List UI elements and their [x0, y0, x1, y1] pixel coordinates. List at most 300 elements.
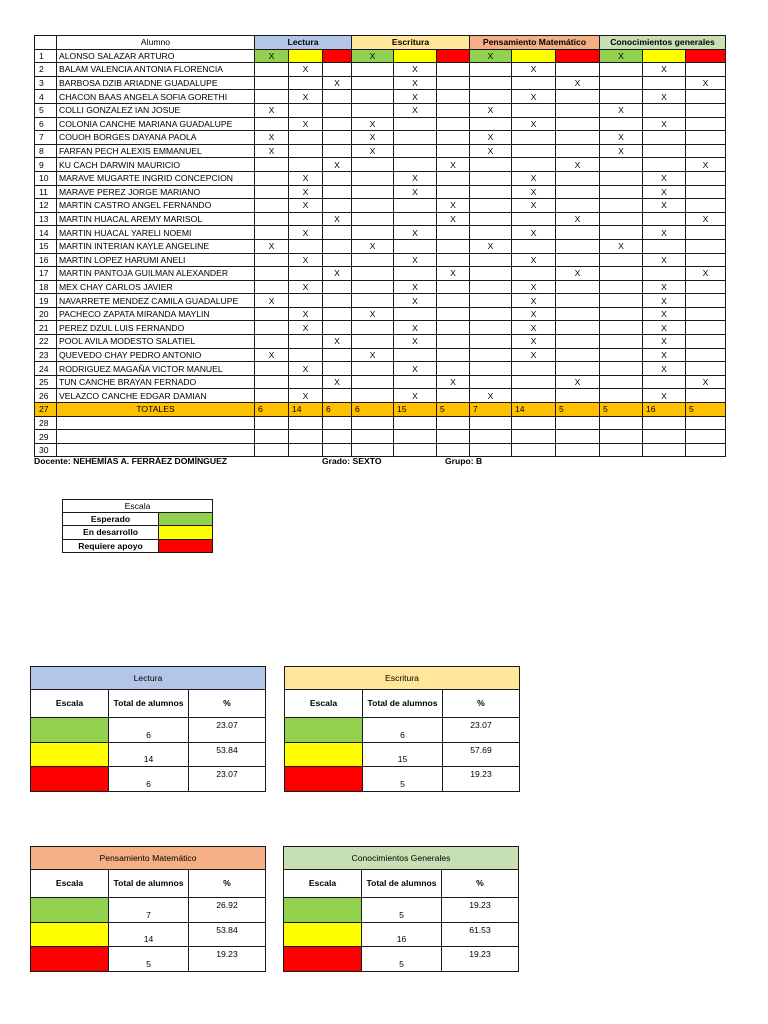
mark-cell [394, 131, 437, 145]
summary-row [285, 767, 520, 792]
mark-cell [437, 335, 470, 349]
mark-cell: X [289, 185, 323, 199]
level-swatch [31, 922, 109, 947]
summary-title-row [285, 667, 520, 690]
total-value: 6 [323, 403, 352, 417]
grupo-label: Grupo: B [445, 456, 483, 466]
summary-total: 16 [362, 922, 442, 947]
mark-cell [512, 158, 556, 172]
mark-cell [394, 239, 437, 253]
mark-cell: X [686, 375, 726, 389]
mark-cell [323, 49, 352, 63]
mark-cell [323, 117, 352, 131]
mark-cell [255, 76, 289, 90]
mark-cell: X [470, 131, 512, 145]
mark-cell [323, 144, 352, 158]
mark-cell [255, 280, 289, 294]
row-number: 24 [35, 362, 57, 376]
mark-cell [255, 185, 289, 199]
mark-cell [643, 375, 686, 389]
mark-cell: X [323, 158, 352, 172]
mark-cell [289, 348, 323, 362]
student-row [35, 335, 726, 349]
summary-table-conocimientos-generales [283, 846, 519, 972]
summary-title-row [31, 667, 266, 690]
row-number: 2 [35, 63, 57, 77]
mark-cell [643, 158, 686, 172]
mark-cell [643, 103, 686, 117]
mark-cell: X [470, 49, 512, 63]
student-name: FARFAN PECH ALEXIS EMMANUEL [57, 144, 255, 158]
mark-cell [352, 76, 394, 90]
mark-cell: X [643, 253, 686, 267]
mark-cell: X [323, 212, 352, 226]
row-number: 7 [35, 131, 57, 145]
mark-cell [512, 362, 556, 376]
row-number: 22 [35, 335, 57, 349]
mark-cell [686, 348, 726, 362]
summary-total: 6 [109, 718, 189, 743]
mark-cell [352, 280, 394, 294]
empty-cell [600, 443, 643, 457]
mark-cell [556, 253, 600, 267]
mark-cell [289, 49, 323, 63]
mark-cell: X [686, 76, 726, 90]
mark-cell [323, 185, 352, 199]
mark-cell [437, 63, 470, 77]
row-number: 15 [35, 239, 57, 253]
empty-cell [394, 443, 437, 457]
student-row [35, 307, 726, 321]
mark-cell [643, 239, 686, 253]
mark-cell: X [394, 294, 437, 308]
mark-cell [437, 321, 470, 335]
mark-cell [600, 389, 643, 403]
mark-cell [686, 389, 726, 403]
mark-cell: X [289, 307, 323, 321]
mark-cell [556, 280, 600, 294]
mark-cell [255, 158, 289, 172]
mark-cell: X [643, 117, 686, 131]
mark-cell: X [289, 199, 323, 213]
mark-cell: X [600, 239, 643, 253]
mark-cell [686, 49, 726, 63]
mark-cell [643, 49, 686, 63]
mark-cell [600, 348, 643, 362]
student-row [35, 117, 726, 131]
mark-cell: X [394, 63, 437, 77]
mark-cell: X [686, 158, 726, 172]
mark-cell: X [643, 90, 686, 104]
evaluation-table [34, 35, 726, 457]
mark-cell [686, 199, 726, 213]
total-value: 6 [352, 403, 394, 417]
mark-cell [323, 226, 352, 240]
mark-cell [255, 171, 289, 185]
mark-cell [437, 253, 470, 267]
row-number: 9 [35, 158, 57, 172]
mark-cell [437, 348, 470, 362]
empty-cell [352, 443, 394, 457]
col-header-escala: Escala [31, 690, 109, 718]
level-swatch [31, 947, 109, 972]
student-row [35, 212, 726, 226]
mark-cell [255, 90, 289, 104]
total-value: 15 [394, 403, 437, 417]
mark-cell: X [643, 348, 686, 362]
empty-cell [470, 430, 512, 444]
mark-cell [394, 158, 437, 172]
mark-cell [255, 307, 289, 321]
mark-cell [512, 49, 556, 63]
summary-total: 5 [363, 767, 443, 792]
col-header-total: Total de alumnos [109, 870, 189, 898]
mark-cell: X [255, 131, 289, 145]
student-name: PACHECO ZAPATA MIRANDA MAYLIN [57, 307, 255, 321]
summary-header-row [31, 690, 266, 718]
mark-cell: X [512, 294, 556, 308]
mark-cell: X [394, 321, 437, 335]
student-row [35, 294, 726, 308]
mark-cell: X [556, 158, 600, 172]
mark-cell [686, 144, 726, 158]
mark-cell: X [512, 335, 556, 349]
mark-cell: X [600, 131, 643, 145]
mark-cell [437, 185, 470, 199]
empty-cell [556, 443, 600, 457]
row-number: 21 [35, 321, 57, 335]
summary-percent: 57.69 [443, 742, 520, 767]
empty-row [35, 416, 726, 430]
mark-cell: X [255, 294, 289, 308]
mark-cell: X [556, 375, 600, 389]
mark-cell [352, 212, 394, 226]
level-swatch [31, 718, 109, 743]
mark-cell [600, 253, 643, 267]
mark-cell: X [255, 103, 289, 117]
mark-cell [323, 199, 352, 213]
mark-cell [556, 335, 600, 349]
summary-total: 5 [109, 947, 189, 972]
mark-cell [323, 348, 352, 362]
scale-label-en-desarrollo: En desarrollo [63, 526, 159, 539]
level-swatch [285, 742, 363, 767]
student-name: MARTIN INTERIAN KAYLE ANGELINE [57, 239, 255, 253]
col-header-total: Total de alumnos [109, 690, 189, 718]
col-header-escala: Escala [284, 870, 362, 898]
mark-cell: X [512, 321, 556, 335]
mark-cell [352, 253, 394, 267]
mark-cell: X [394, 335, 437, 349]
mark-cell [323, 362, 352, 376]
student-row [35, 90, 726, 104]
mark-cell: X [643, 280, 686, 294]
summary-title-row [31, 847, 266, 870]
summary-total: 5 [362, 947, 442, 972]
student-name: MARAVE MUGARTE INGRID CONCEPCION [57, 171, 255, 185]
mark-cell: X [600, 49, 643, 63]
summary-percent: 61.53 [442, 922, 519, 947]
scale-swatch-red [159, 539, 213, 552]
mark-cell [470, 321, 512, 335]
student-row [35, 199, 726, 213]
mark-cell: X [323, 375, 352, 389]
mark-cell [556, 49, 600, 63]
empty-cell [643, 430, 686, 444]
row-number: 8 [35, 144, 57, 158]
totals-row [35, 403, 726, 417]
mark-cell [686, 294, 726, 308]
level-swatch [284, 922, 362, 947]
summary-row [31, 742, 266, 767]
student-name: ALONSO SALAZAR ARTURO [57, 49, 255, 63]
summary-total: 6 [363, 718, 443, 743]
empty-cell [437, 416, 470, 430]
empty-cell [686, 443, 726, 457]
col-header-total: Total de alumnos [363, 690, 443, 718]
mark-cell [470, 199, 512, 213]
mark-cell [289, 158, 323, 172]
mark-cell [323, 103, 352, 117]
mark-cell: X [643, 335, 686, 349]
totals-label: TOTALES [57, 403, 255, 417]
summary-row [31, 922, 266, 947]
mark-cell [686, 90, 726, 104]
row-number: 30 [35, 443, 57, 457]
summary-row [31, 718, 266, 743]
mark-cell [437, 362, 470, 376]
mark-cell [686, 335, 726, 349]
mark-cell: X [686, 212, 726, 226]
mark-cell [437, 226, 470, 240]
mark-cell [686, 321, 726, 335]
empty-cell [643, 416, 686, 430]
summary-total: 14 [109, 922, 189, 947]
mark-cell: X [643, 226, 686, 240]
student-name: POOL AVILA MODESTO SALATIEL [57, 335, 255, 349]
mark-cell: X [394, 171, 437, 185]
mark-cell [470, 294, 512, 308]
mark-cell [470, 226, 512, 240]
mark-cell [289, 375, 323, 389]
total-value: 5 [600, 403, 643, 417]
mark-cell [556, 63, 600, 77]
mark-cell [470, 307, 512, 321]
level-swatch [284, 947, 362, 972]
mark-cell [323, 171, 352, 185]
student-row [35, 348, 726, 362]
mark-cell [686, 362, 726, 376]
empty-cell [512, 430, 556, 444]
empty-cell [512, 443, 556, 457]
mark-cell [556, 362, 600, 376]
student-row [35, 171, 726, 185]
mark-cell [686, 185, 726, 199]
student-name: VELAZCO CANCHE EDGAR DAMIAN [57, 389, 255, 403]
mark-cell [643, 76, 686, 90]
student-row [35, 131, 726, 145]
summary-row [31, 767, 266, 792]
mark-cell [255, 335, 289, 349]
mark-cell: X [512, 90, 556, 104]
mark-cell [600, 185, 643, 199]
mark-cell [437, 131, 470, 145]
header-alumno: Alumno [57, 36, 255, 50]
mark-cell [255, 321, 289, 335]
student-row [35, 158, 726, 172]
row-number: 17 [35, 267, 57, 281]
mark-cell: X [643, 307, 686, 321]
empty-cell [600, 416, 643, 430]
mark-cell [600, 280, 643, 294]
mark-cell [643, 212, 686, 226]
mark-cell [437, 280, 470, 294]
summary-row [284, 922, 519, 947]
mark-cell: X [352, 49, 394, 63]
student-name: NAVARRETE MENDEZ CAMILA GUADALUPE [57, 294, 255, 308]
mark-cell: X [643, 321, 686, 335]
level-swatch [31, 742, 109, 767]
summary-table-escritura [284, 666, 520, 792]
mark-cell: X [643, 389, 686, 403]
mark-cell [600, 76, 643, 90]
empty-cell [255, 443, 289, 457]
mark-cell: X [289, 362, 323, 376]
mark-cell [600, 294, 643, 308]
mark-cell: X [255, 144, 289, 158]
mark-cell [556, 294, 600, 308]
student-name: PEREZ DZUL LUIS FERNANDO [57, 321, 255, 335]
empty-cell [686, 430, 726, 444]
mark-cell: X [512, 348, 556, 362]
mark-cell [323, 253, 352, 267]
mark-cell [512, 76, 556, 90]
mark-cell: X [512, 226, 556, 240]
student-name: COLLI GONZALEZ IAN JOSUE [57, 103, 255, 117]
empty-cell [394, 430, 437, 444]
scale-title: Escala [63, 500, 213, 513]
empty-row [35, 430, 726, 444]
summary-row [285, 742, 520, 767]
mark-cell: X [600, 144, 643, 158]
mark-cell [600, 212, 643, 226]
row-number: 23 [35, 348, 57, 362]
empty-cell [289, 430, 323, 444]
mark-cell: X [394, 185, 437, 199]
docente-label: Docente: NEHEMÍAS A. FERRÁEZ DOMÍNGUEZ [34, 456, 228, 466]
mark-cell [686, 171, 726, 185]
mark-cell [255, 375, 289, 389]
student-row [35, 321, 726, 335]
scale-legend [62, 499, 213, 553]
mark-cell [352, 90, 394, 104]
empty-cell [323, 430, 352, 444]
scale-label-requiere-apoyo: Requiere apoyo [63, 539, 159, 552]
row-number: 16 [35, 253, 57, 267]
student-row [35, 253, 726, 267]
mark-cell [289, 294, 323, 308]
row-number: 25 [35, 375, 57, 389]
empty-cell [643, 443, 686, 457]
mark-cell [352, 103, 394, 117]
mark-cell [470, 375, 512, 389]
mark-cell [512, 103, 556, 117]
mark-cell: X [352, 348, 394, 362]
mark-cell [686, 117, 726, 131]
row-number: 20 [35, 307, 57, 321]
mark-cell [394, 307, 437, 321]
summary-row [31, 898, 266, 923]
summary-title-row [284, 847, 519, 870]
mark-cell [600, 321, 643, 335]
mark-cell [600, 335, 643, 349]
mark-cell [470, 253, 512, 267]
mark-cell [394, 267, 437, 281]
mark-cell: X [289, 280, 323, 294]
mark-cell [323, 63, 352, 77]
mark-cell: X [437, 158, 470, 172]
student-row [35, 144, 726, 158]
total-value: 16 [643, 403, 686, 417]
col-header-pct: % [189, 690, 266, 718]
mark-cell [352, 63, 394, 77]
mark-cell: X [437, 267, 470, 281]
mark-cell: X [470, 389, 512, 403]
mark-cell [394, 348, 437, 362]
mark-cell [556, 117, 600, 131]
mark-cell [600, 226, 643, 240]
total-value: 14 [289, 403, 323, 417]
mark-cell: X [437, 212, 470, 226]
mark-cell: X [323, 335, 352, 349]
col-header-total: Total de alumnos [362, 870, 442, 898]
student-row [35, 375, 726, 389]
col-header-escala: Escala [31, 870, 109, 898]
mark-cell [437, 76, 470, 90]
summary-total: 7 [109, 898, 189, 923]
mark-cell: X [512, 185, 556, 199]
mark-cell [352, 185, 394, 199]
mark-cell [556, 171, 600, 185]
mark-cell: X [323, 76, 352, 90]
empty-cell [255, 430, 289, 444]
student-name: BALAM VALENCIA ANTONIA FLORENCIA [57, 63, 255, 77]
summary-table-lectura [30, 666, 266, 792]
mark-cell [470, 212, 512, 226]
mark-cell [289, 267, 323, 281]
mark-cell: X [512, 199, 556, 213]
mark-cell [323, 131, 352, 145]
mark-cell: X [512, 307, 556, 321]
mark-cell [437, 171, 470, 185]
mark-cell [512, 389, 556, 403]
mark-cell [470, 117, 512, 131]
mark-cell [255, 362, 289, 376]
mark-cell [352, 321, 394, 335]
mark-cell [556, 307, 600, 321]
mark-cell: X [289, 171, 323, 185]
empty-cell [289, 416, 323, 430]
mark-cell [600, 375, 643, 389]
mark-cell [437, 307, 470, 321]
summary-title: Conocimientos Generales [284, 847, 519, 870]
mark-cell: X [352, 117, 394, 131]
level-swatch [31, 767, 109, 792]
mark-cell [394, 49, 437, 63]
scale-swatch-green [159, 513, 213, 526]
summary-header-row [284, 870, 519, 898]
total-value: 6 [255, 403, 289, 417]
